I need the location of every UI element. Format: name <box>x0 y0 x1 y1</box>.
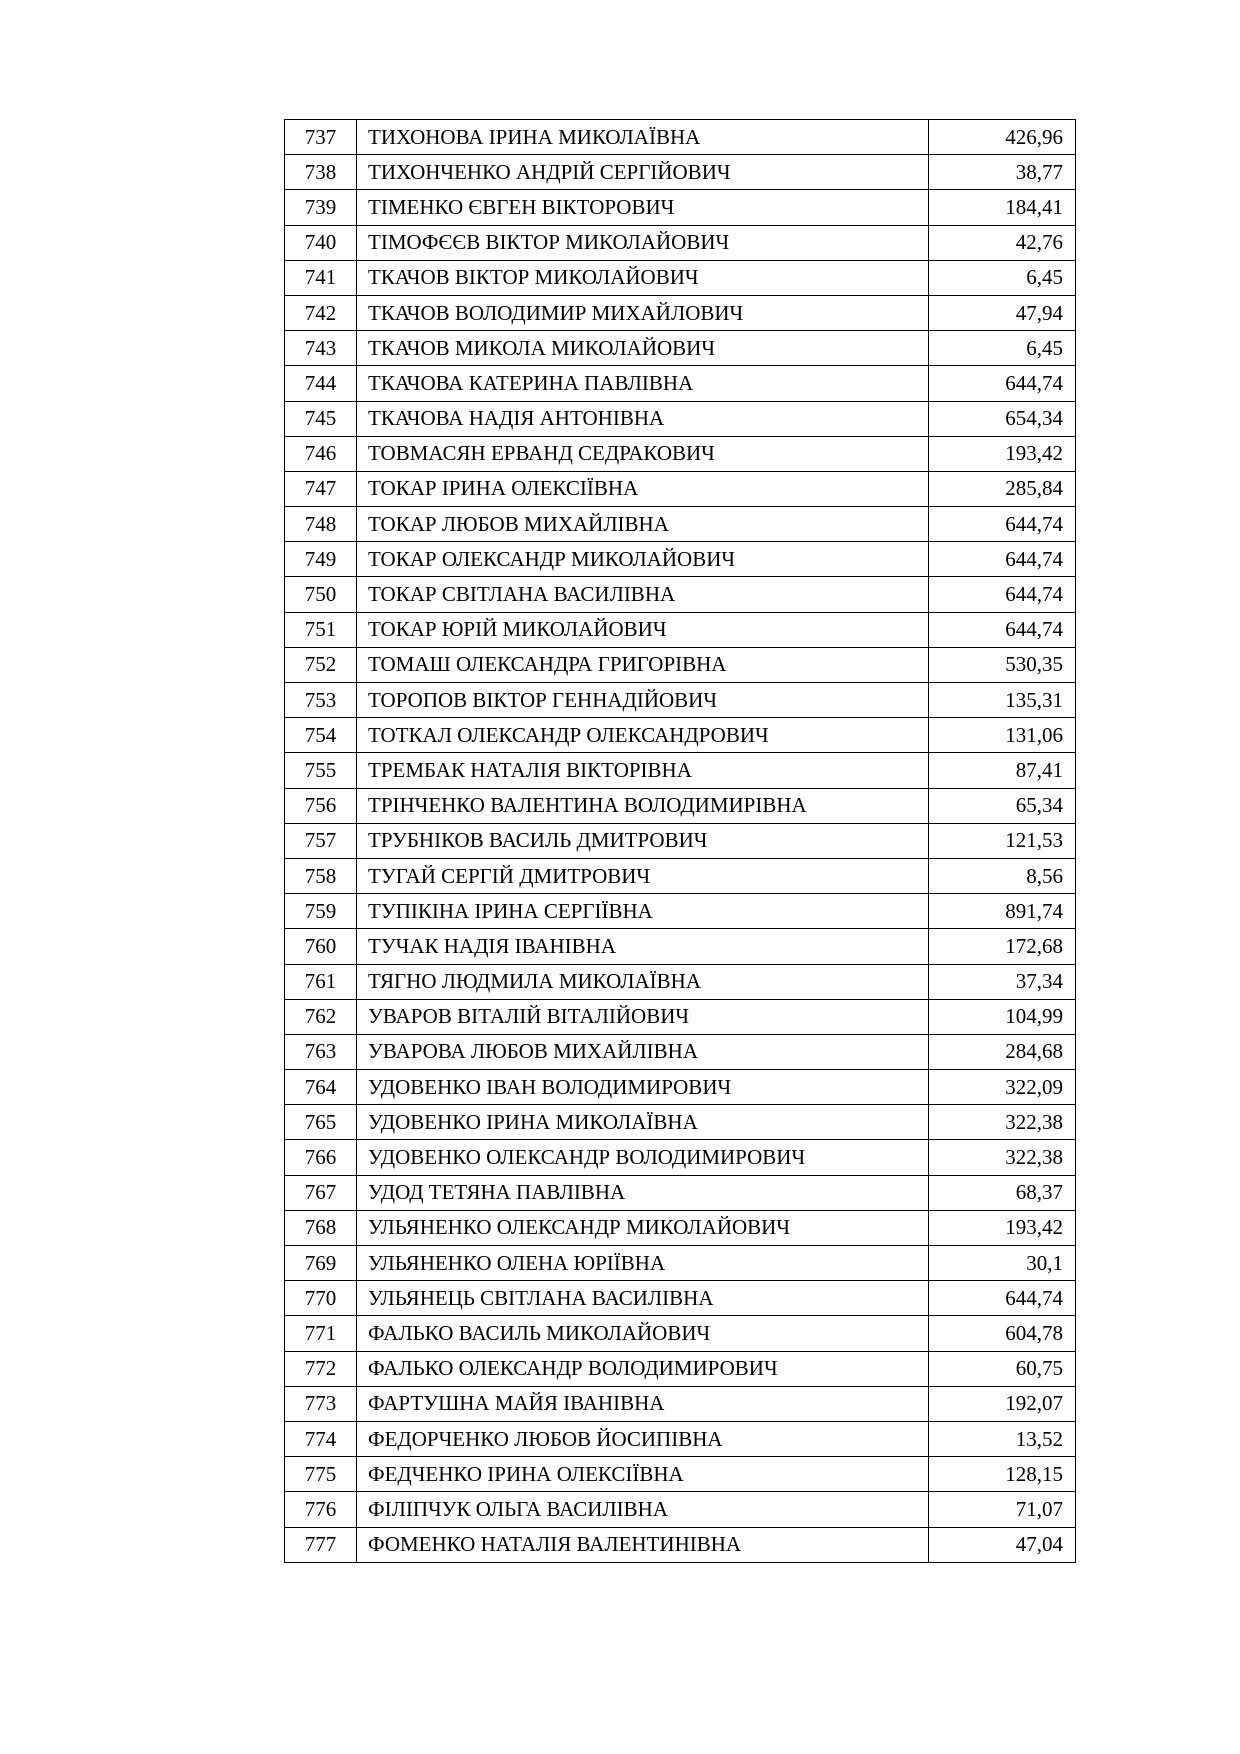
amount-cell: 30,1 <box>929 1246 1076 1281</box>
full-name-cell: ФАЛЬКО ВАСИЛЬ МИКОЛАЙОВИЧ <box>357 1316 929 1351</box>
full-name-cell: ТКАЧОВА НАДІЯ АНТОНІВНА <box>357 401 929 436</box>
table-row <box>285 190 1076 225</box>
full-name-cell: ТІМЕНКО ЄВГЕН ВІКТОРОВИЧ <box>357 190 929 225</box>
row-number-cell: 750 <box>285 577 357 612</box>
full-name-cell: ТОКАР ЛЮБОВ МИХАЙЛІВНА <box>357 507 929 542</box>
row-number-cell: 746 <box>285 436 357 471</box>
full-name-cell: УВАРОВА ЛЮБОВ МИХАЙЛІВНА <box>357 1034 929 1069</box>
table-row <box>285 1246 1076 1281</box>
table-row <box>285 753 1076 788</box>
table-row <box>285 366 1076 401</box>
row-number-cell: 757 <box>285 823 357 858</box>
amount-cell: 322,38 <box>929 1105 1076 1140</box>
row-number-cell: 741 <box>285 260 357 295</box>
amount-cell: 121,53 <box>929 823 1076 858</box>
row-number-cell: 742 <box>285 295 357 330</box>
row-number-cell: 740 <box>285 225 357 260</box>
table-row <box>285 1175 1076 1210</box>
full-name-cell: ТРІНЧЕНКО ВАЛЕНТИНА ВОЛОДИМИРІВНА <box>357 788 929 823</box>
full-name-cell: ТКАЧОВА КАТЕРИНА ПАВЛІВНА <box>357 366 929 401</box>
row-number-cell: 738 <box>285 155 357 190</box>
table-row <box>285 225 1076 260</box>
amount-cell: 322,38 <box>929 1140 1076 1175</box>
amount-cell: 426,96 <box>929 120 1076 155</box>
full-name-cell: УДОВЕНКО ОЛЕКСАНДР ВОЛОДИМИРОВИЧ <box>357 1140 929 1175</box>
row-number-cell: 744 <box>285 366 357 401</box>
row-number-cell: 763 <box>285 1034 357 1069</box>
table-row <box>285 858 1076 893</box>
full-name-cell: ТКАЧОВ ВІКТОР МИКОЛАЙОВИЧ <box>357 260 929 295</box>
amount-cell: 104,99 <box>929 999 1076 1034</box>
amount-cell: 38,77 <box>929 155 1076 190</box>
row-number-cell: 753 <box>285 683 357 718</box>
amount-cell: 47,04 <box>929 1527 1076 1562</box>
full-name-cell: ФІЛІПЧУК ОЛЬГА ВАСИЛІВНА <box>357 1492 929 1527</box>
row-number-cell: 772 <box>285 1351 357 1386</box>
amount-cell: 644,74 <box>929 366 1076 401</box>
amount-cell: 193,42 <box>929 1210 1076 1245</box>
amount-cell: 654,34 <box>929 401 1076 436</box>
amount-cell: 193,42 <box>929 436 1076 471</box>
amount-cell: 530,35 <box>929 647 1076 682</box>
row-number-cell: 773 <box>285 1386 357 1421</box>
table-row <box>285 683 1076 718</box>
amount-cell: 644,74 <box>929 577 1076 612</box>
row-number-cell: 754 <box>285 718 357 753</box>
full-name-cell: ТУГАЙ СЕРГІЙ ДМИТРОВИЧ <box>357 858 929 893</box>
table-row <box>285 964 1076 999</box>
full-name-cell: ТУЧАК НАДІЯ ІВАНІВНА <box>357 929 929 964</box>
row-number-cell: 755 <box>285 753 357 788</box>
amount-cell: 604,78 <box>929 1316 1076 1351</box>
roster-table <box>284 119 1076 1563</box>
table-row <box>285 260 1076 295</box>
row-number-cell: 743 <box>285 331 357 366</box>
amount-cell: 8,56 <box>929 858 1076 893</box>
amount-cell: 284,68 <box>929 1034 1076 1069</box>
amount-cell: 644,74 <box>929 542 1076 577</box>
full-name-cell: ТЯГНО ЛЮДМИЛА МИКОЛАЇВНА <box>357 964 929 999</box>
row-number-cell: 745 <box>285 401 357 436</box>
full-name-cell: ТОКАР ЮРІЙ МИКОЛАЙОВИЧ <box>357 612 929 647</box>
table-row <box>285 1457 1076 1492</box>
table-row <box>285 401 1076 436</box>
row-number-cell: 766 <box>285 1140 357 1175</box>
full-name-cell: УВАРОВ ВІТАЛІЙ ВІТАЛІЙОВИЧ <box>357 999 929 1034</box>
table-row <box>285 1527 1076 1562</box>
full-name-cell: ТОРОПОВ ВІКТОР ГЕННАДІЙОВИЧ <box>357 683 929 718</box>
full-name-cell: УДОВЕНКО ІРИНА МИКОЛАЇВНА <box>357 1105 929 1140</box>
row-number-cell: 748 <box>285 507 357 542</box>
table-row <box>285 612 1076 647</box>
amount-cell: 65,34 <box>929 788 1076 823</box>
full-name-cell: ТРУБНІКОВ ВАСИЛЬ ДМИТРОВИЧ <box>357 823 929 858</box>
amount-cell: 285,84 <box>929 471 1076 506</box>
amount-cell: 37,34 <box>929 964 1076 999</box>
row-number-cell: 747 <box>285 471 357 506</box>
full-name-cell: УДОВЕНКО ІВАН ВОЛОДИМИРОВИЧ <box>357 1070 929 1105</box>
full-name-cell: ТОМАШ ОЛЕКСАНДРА ГРИГОРІВНА <box>357 647 929 682</box>
row-number-cell: 759 <box>285 894 357 929</box>
full-name-cell: ТИХОНЧЕНКО АНДРІЙ СЕРГІЙОВИЧ <box>357 155 929 190</box>
table-row <box>285 1351 1076 1386</box>
full-name-cell: ФЕДЧЕНКО ІРИНА ОЛЕКСІЇВНА <box>357 1457 929 1492</box>
full-name-cell: ТОКАР ОЛЕКСАНДР МИКОЛАЙОВИЧ <box>357 542 929 577</box>
full-name-cell: ТУПІКІНА ІРИНА СЕРГІЇВНА <box>357 894 929 929</box>
amount-cell: 60,75 <box>929 1351 1076 1386</box>
amount-cell: 644,74 <box>929 1281 1076 1316</box>
full-name-cell: ФЕДОРЧЕНКО ЛЮБОВ ЙОСИПІВНА <box>357 1421 929 1456</box>
full-name-cell: УЛЬЯНЕНКО ОЛЕНА ЮРІЇВНА <box>357 1246 929 1281</box>
full-name-cell: ТОКАР ІРИНА ОЛЕКСІЇВНА <box>357 471 929 506</box>
amount-cell: 13,52 <box>929 1421 1076 1456</box>
table-row <box>285 331 1076 366</box>
table-row <box>285 1281 1076 1316</box>
row-number-cell: 776 <box>285 1492 357 1527</box>
amount-cell: 322,09 <box>929 1070 1076 1105</box>
row-number-cell: 774 <box>285 1421 357 1456</box>
amount-cell: 192,07 <box>929 1386 1076 1421</box>
full-name-cell: ФАЛЬКО ОЛЕКСАНДР ВОЛОДИМИРОВИЧ <box>357 1351 929 1386</box>
row-number-cell: 777 <box>285 1527 357 1562</box>
row-number-cell: 761 <box>285 964 357 999</box>
table-row <box>285 295 1076 330</box>
amount-cell: 891,74 <box>929 894 1076 929</box>
table-row <box>285 1210 1076 1245</box>
table-row <box>285 929 1076 964</box>
full-name-cell: ТКАЧОВ МИКОЛА МИКОЛАЙОВИЧ <box>357 331 929 366</box>
full-name-cell: УЛЬЯНЕНКО ОЛЕКСАНДР МИКОЛАЙОВИЧ <box>357 1210 929 1245</box>
table-row <box>285 1386 1076 1421</box>
row-number-cell: 769 <box>285 1246 357 1281</box>
row-number-cell: 771 <box>285 1316 357 1351</box>
row-number-cell: 768 <box>285 1210 357 1245</box>
full-name-cell: ТОТКАЛ ОЛЕКСАНДР ОЛЕКСАНДРОВИЧ <box>357 718 929 753</box>
row-number-cell: 775 <box>285 1457 357 1492</box>
table-row <box>285 1316 1076 1351</box>
table-row <box>285 1105 1076 1140</box>
full-name-cell: ФОМЕНКО НАТАЛІЯ ВАЛЕНТИНІВНА <box>357 1527 929 1562</box>
full-name-cell: УДОД ТЕТЯНА ПАВЛІВНА <box>357 1175 929 1210</box>
amount-cell: 47,94 <box>929 295 1076 330</box>
amount-cell: 6,45 <box>929 260 1076 295</box>
table-row <box>285 823 1076 858</box>
table-row <box>285 894 1076 929</box>
amount-cell: 644,74 <box>929 507 1076 542</box>
row-number-cell: 737 <box>285 120 357 155</box>
full-name-cell: ТОВМАСЯН ЕРВАНД СЕДРАКОВИЧ <box>357 436 929 471</box>
roster-table-body <box>285 120 1076 1563</box>
amount-cell: 42,76 <box>929 225 1076 260</box>
table-row <box>285 1034 1076 1069</box>
table-row <box>285 718 1076 753</box>
row-number-cell: 749 <box>285 542 357 577</box>
table-row <box>285 999 1076 1034</box>
row-number-cell: 760 <box>285 929 357 964</box>
table-row <box>285 471 1076 506</box>
row-number-cell: 767 <box>285 1175 357 1210</box>
amount-cell: 87,41 <box>929 753 1076 788</box>
full-name-cell: УЛЬЯНЕЦЬ СВІТЛАНА ВАСИЛІВНА <box>357 1281 929 1316</box>
full-name-cell: ТРЕМБАК НАТАЛІЯ ВІКТОРІВНА <box>357 753 929 788</box>
amount-cell: 172,68 <box>929 929 1076 964</box>
row-number-cell: 770 <box>285 1281 357 1316</box>
amount-cell: 184,41 <box>929 190 1076 225</box>
table-row <box>285 647 1076 682</box>
row-number-cell: 752 <box>285 647 357 682</box>
full-name-cell: ТОКАР СВІТЛАНА ВАСИЛІВНА <box>357 577 929 612</box>
table-row <box>285 577 1076 612</box>
row-number-cell: 764 <box>285 1070 357 1105</box>
row-number-cell: 765 <box>285 1105 357 1140</box>
table-row <box>285 788 1076 823</box>
full-name-cell: ТІМОФЄЄВ ВІКТОР МИКОЛАЙОВИЧ <box>357 225 929 260</box>
table-row <box>285 542 1076 577</box>
amount-cell: 71,07 <box>929 1492 1076 1527</box>
row-number-cell: 751 <box>285 612 357 647</box>
full-name-cell: ТКАЧОВ ВОЛОДИМИР МИХАЙЛОВИЧ <box>357 295 929 330</box>
table-row <box>285 1070 1076 1105</box>
full-name-cell: ФАРТУШНА МАЙЯ ІВАНІВНА <box>357 1386 929 1421</box>
table-row <box>285 155 1076 190</box>
full-name-cell: ТИХОНОВА ІРИНА МИКОЛАЇВНА <box>357 120 929 155</box>
table-row <box>285 1421 1076 1456</box>
row-number-cell: 756 <box>285 788 357 823</box>
amount-cell: 6,45 <box>929 331 1076 366</box>
amount-cell: 135,31 <box>929 683 1076 718</box>
amount-cell: 131,06 <box>929 718 1076 753</box>
row-number-cell: 758 <box>285 858 357 893</box>
row-number-cell: 739 <box>285 190 357 225</box>
amount-cell: 644,74 <box>929 612 1076 647</box>
table-row <box>285 507 1076 542</box>
table-row <box>285 1492 1076 1527</box>
amount-cell: 68,37 <box>929 1175 1076 1210</box>
row-number-cell: 762 <box>285 999 357 1034</box>
amount-cell: 128,15 <box>929 1457 1076 1492</box>
table-row <box>285 1140 1076 1175</box>
table-row <box>285 436 1076 471</box>
table-row <box>285 120 1076 155</box>
